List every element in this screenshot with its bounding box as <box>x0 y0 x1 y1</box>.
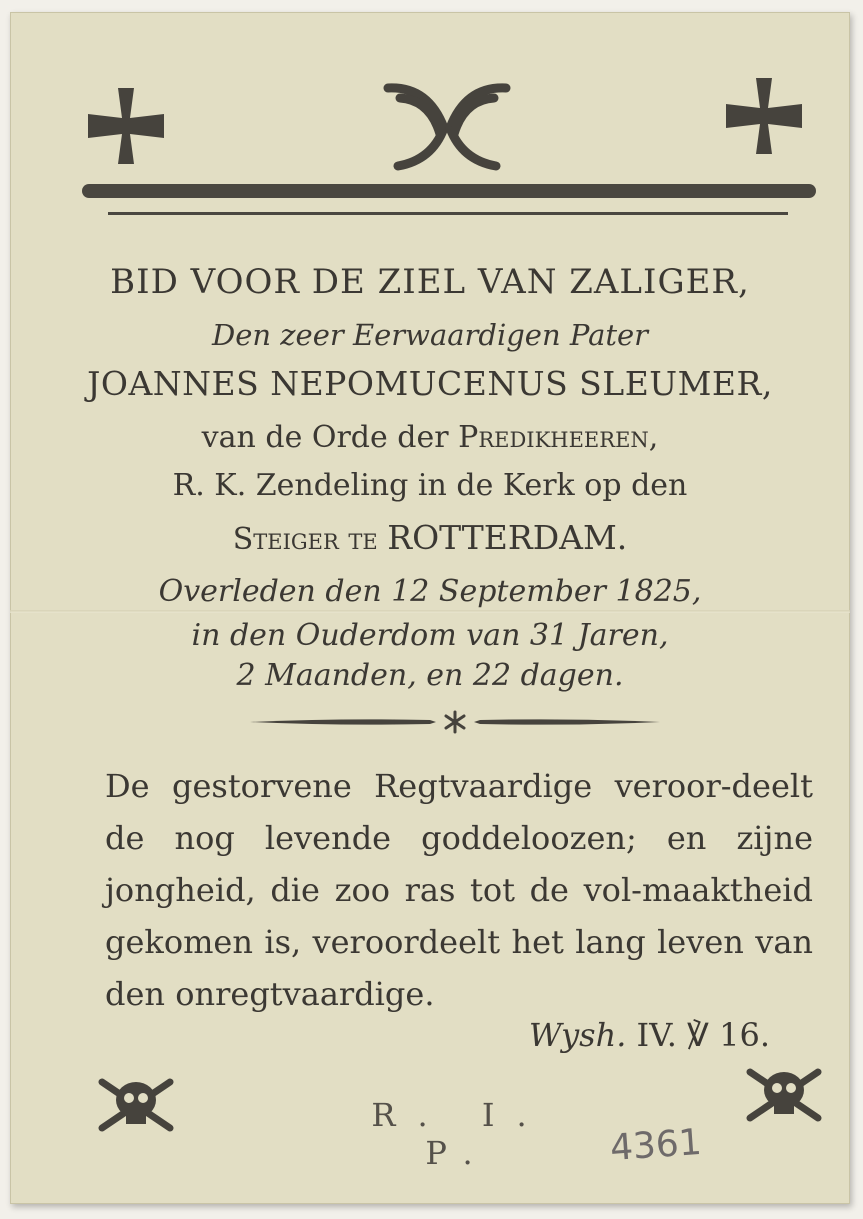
order-name: Predikheeren <box>458 420 649 455</box>
order-line <box>10 420 850 455</box>
skull-crossbones-icon <box>94 1074 178 1136</box>
deceased-name: JOANNES NEPOMUCENUS SLEUMER, <box>87 364 773 403</box>
age-line: in den Ouderdom van 31 Jaren, <box>191 618 669 653</box>
place-city: ROTTERDAM. <box>387 518 628 557</box>
order-prefix: van de Orde der <box>201 420 449 455</box>
header-rule-thick <box>82 184 816 198</box>
crossed-stoles-icon <box>380 76 514 172</box>
rip-inscription: R. I. P. <box>371 1096 549 1172</box>
skull-crossbones-icon <box>742 1064 826 1126</box>
cross-pattee-icon <box>722 74 806 158</box>
citation-book: Wysh. <box>528 1016 627 1054</box>
scripture-verse: De gestorvene Regtvaardige veroor-deelt de nog levende goddeloozen; en zijne jongheid, die zoo ras tot de vol-maaktheid gekomen is, veroordeelt het lang leven van den onregtvaardige. <box>105 767 813 1013</box>
order-suffix: , <box>648 420 659 455</box>
header-rule-thin <box>108 212 788 215</box>
prayer-heading: BID VOOR DE ZIEL VAN ZALIGER, <box>110 262 750 302</box>
death-date-line: Overleden den 12 September 1825, <box>158 574 702 609</box>
place-line <box>10 518 850 557</box>
age-detail-line: 2 Maanden, en 22 dagen. <box>236 658 624 693</box>
scripture-citation <box>470 1016 770 1054</box>
archive-number: 4361 <box>608 1121 703 1170</box>
fold-crease <box>10 610 850 613</box>
title-line: Den zeer Eerwaardigen Pater <box>211 318 649 352</box>
place-prefix: Steiger te <box>232 522 378 557</box>
mission-line: R. K. Zendeling in de Kerk op den <box>172 468 688 503</box>
asterisk-flourish-icon <box>250 710 660 734</box>
citation-reference: IV. ℣ 16. <box>636 1016 770 1054</box>
cross-pattee-icon <box>84 84 168 168</box>
memorial-card <box>10 12 850 1204</box>
